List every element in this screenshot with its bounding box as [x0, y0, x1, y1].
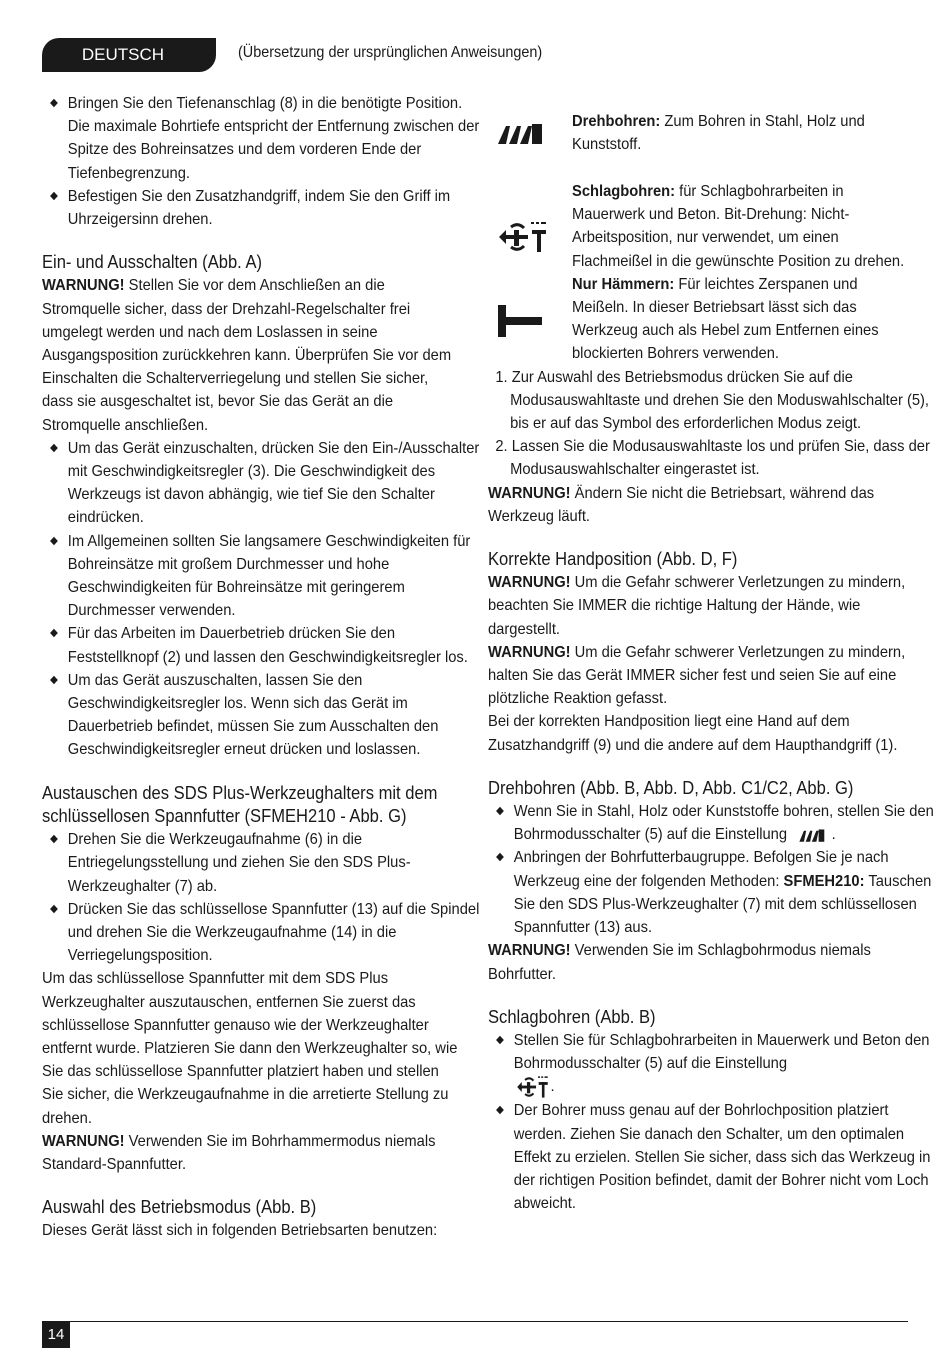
- mode-hammer-only: Nur Hämmern: Für leichtes Zerspanen und Meißeln. In dieser Betriebsart lässt sich das Werkzeug auch als Hebel zum Entfernen eines blockierten Bohrers verwenden.: [488, 273, 910, 366]
- list-item: Wenn Sie in Stahl, Holz oder Kunststoffe bohren, stellen Sie den Bohrmodusschalter (5) auf die Einstellung .: [488, 800, 936, 846]
- list-item: Im Allgemeinen sollten Sie langsamere Geschwindigkeiten für Bohreinsätze mit großem Durchmesser und hohe Geschwindigkeiten für Bohreinsätze mit geringerem Durchmesser verwenden.: [42, 530, 488, 623]
- body-paragraph: Bei der korrekten Handposition liegt eine Hand auf dem Zusatzhandgriff (9) und die andere auf dem Haupthandgriff (1).: [488, 713, 898, 754]
- list-item: Um das Gerät auszuschalten, lassen Sie den Geschwindigkeitsregler los. Wenn sich das Gerät im Dauerbetrieb befindet, müssen Sie zum Ausschalten den Geschwindigkeitsregler erneut drücken und loslassen.: [42, 669, 488, 762]
- rotary-drill-icon: [791, 827, 831, 843]
- mode-rotary: Drehbohren: Zum Bohren in Stahl, Holz und Kunststoff.: [488, 110, 910, 164]
- section-heading-hammer: Schlagbohren (Abb. B): [488, 1006, 656, 1027]
- body-paragraph: Dieses Gerät lässt sich in folgenden Betriebsarten benutzen:: [42, 1222, 438, 1240]
- warning-paragraph: WARNUNG! Ändern Sie nicht die Betriebsart, während das Werkzeug läuft.: [488, 484, 875, 525]
- warning-paragraph: WARNUNG! Stellen Sie vor dem Anschließen an die Stromquelle sicher, dass der Drehzahl-Regelschalter frei umgelegt werden und nach dem Loslassen in seine Ausgangsposition zurückkehren kann. Überprüfen Sie vor dem Einschalten die Schalterverriegelung und stellen Sie sicher, dass sie ausgeschaltet ist, bevor Sie das Gerät an die Stromquelle anschließen.: [42, 277, 452, 434]
- list-item: Für das Arbeiten im Dauerbetrieb drücken Sie den Feststellknopf (2) und lassen den Geschwindigkeitsregler los.: [42, 622, 488, 668]
- warning-paragraph: WARNUNG! Um die Gefahr schwerer Verletzungen zu mindern, beachten Sie IMMER die richtige Haltung der Hände, wie dargestellt.: [488, 574, 906, 638]
- translation-note: (Übersetzung der ursprünglichen Anweisungen): [238, 44, 543, 61]
- list-item: Um das Gerät einzuschalten, drücken Sie den Ein-/Ausschalter mit Geschwindigkeitsregler (3). Die Geschwindigkeit des Werkzeugs ist davon abhängig, wie tief Sie den Schalter eindrücken.: [42, 437, 488, 530]
- mode-hammer-drill: Schlagbohren: für Schlagbohrarbeiten in Mauerwerk und Beton. Bit-Drehung: Nicht-Arbeitsposition, nur verwendet, um einen Flachmeißel in die gewünschte Position zu drehen.: [488, 180, 910, 273]
- warning-paragraph: WARNUNG! Um die Gefahr schwerer Verletzungen zu mindern, halten Sie das Gerät IMMER sicher fest und seien Sie auf eine plötzliche Reaktion gefasst.: [488, 643, 906, 708]
- list-item: Drücken Sie das schlüssellose Spannfutter (13) auf die Spindel und drehen Sie die Werkzeugaufnahme (14) in die Verriegelungsposition.: [42, 898, 488, 968]
- language-badge: DEUTSCH: [42, 38, 216, 72]
- left-column: [42, 92, 480, 1243]
- section-heading-hand: Korrekte Handposition (Abb. D, F): [488, 549, 738, 570]
- hammer-only-icon: [496, 303, 544, 339]
- list-item: Stellen Sie für Schlagbohrarbeiten in Mauerwerk und Beton den Bohrmodusschalter (5) auf die Einstellung .: [488, 1029, 936, 1099]
- list-item: Der Bohrer muss genau auf der Bohrlochposition platziert werden. Ziehen Sie danach den Schalter, um den optimalen Effekt zu erzielen. Stellen Sie sicher, dass sich das Werkzeug in der richtigen Position befindet, damit der Bohrer nicht vom Loch abweicht.: [488, 1099, 936, 1215]
- footer-rule: [42, 1321, 908, 1322]
- list-item: Anbringen der Bohrfutterbaugruppe. Befolgen Sie je nach Werkzeug eine der folgenden Methoden: SFMEH210: Tauschen Sie den SDS Plus-Werkzeughalter (7) mit dem schlüssellosen Spannfutter (13) aus.: [488, 846, 936, 939]
- section-heading-sds: Austauschen des SDS Plus-Werkzeughalters mit dem schlüssellosen Spannfutter (SFMEH210 - Abb. G): [42, 782, 438, 826]
- list-item: Bringen Sie den Tiefenanschlag (8) in die benötigte Position. Die maximale Bohrtiefe entspricht der Entfernung zwischen der Spitze des Bohreinsatzes und dem vorderen Ende der Tiefenbegrenzung.: [42, 92, 488, 185]
- page-number: 14: [42, 1322, 70, 1348]
- section-heading-mode: Auswahl des Betriebsmodus (Abb. B): [42, 1197, 317, 1218]
- section-heading-switch: Ein- und Ausschalten (Abb. A): [42, 252, 263, 273]
- list-item: Befestigen Sie den Zusatzhandgriff, indem Sie den Griff im Uhrzeigersinn drehen.: [42, 185, 488, 231]
- warning-paragraph: WARNUNG! Verwenden Sie im Bohrhammermodus niemals Standard-Spannfutter.: [42, 1132, 436, 1173]
- rotary-drill-icon: [496, 120, 544, 146]
- numbered-step: 2. Lassen Sie die Modusauswahltaste los und prüfen Sie, dass der Modusauswahlschalter eingerastet ist.: [495, 438, 930, 479]
- body-paragraph: Um das schlüssellose Spannfutter mit dem SDS Plus Werkzeughalter auszutauschen, entfernen Sie zuerst das schlüssellose Spannfutter genauso wie der Werkzeughalter entfernt wurde. Platzieren Sie dann den Werkzeughalter so, wie Sie das schlüssellose Spannfutter platziert haben und stellen Sie sicher, die Werkzeugaufnahme in die arretierte Stellung zu drehen.: [42, 970, 458, 1127]
- section-heading-rotary: Drehbohren (Abb. B, Abb. D, Abb. C1/C2, Abb. G): [488, 777, 854, 798]
- right-column: [488, 110, 934, 1215]
- hammer-drill-icon: [496, 220, 548, 254]
- list-item: Drehen Sie die Werkzeugaufnahme (6) in die Entriegelungsstellung und ziehen Sie den SDS Plus-Werkzeughalter (7) ab.: [42, 828, 488, 898]
- numbered-step: 1. Zur Auswahl des Betriebsmodus drücken Sie auf die Modusauswahltaste und drehen Sie den Moduswahlschalter (5), bis er auf das Symbol des erforderlichen Modus zeigt.: [495, 368, 930, 433]
- hammer-drill-icon: [514, 1075, 551, 1099]
- warning-paragraph: WARNUNG! Verwenden Sie im Schlagbohrmodus niemals Bohrfutter.: [488, 942, 871, 983]
